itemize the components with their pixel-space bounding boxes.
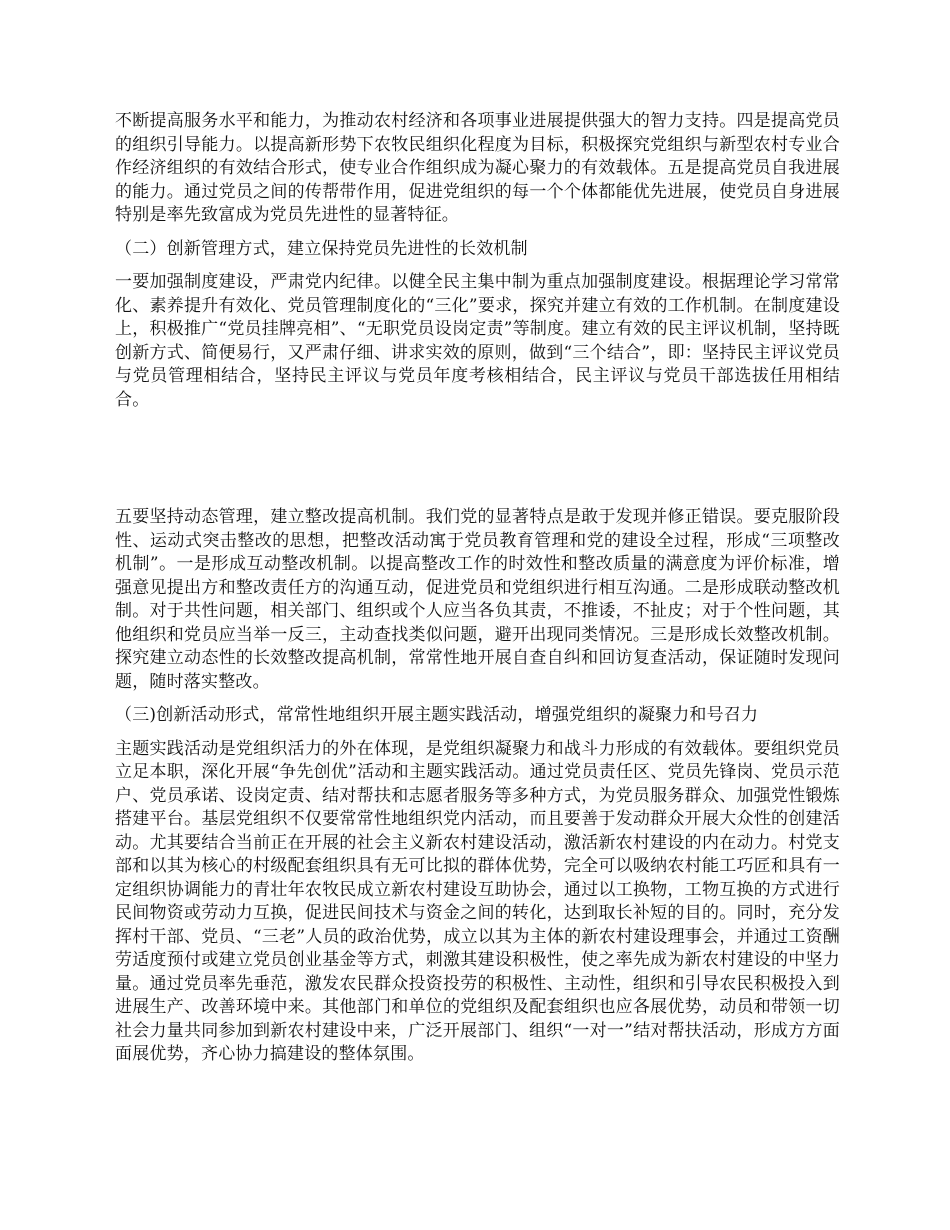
paragraph-dynamic-management: 五要坚持动态管理，建立整改提高机制。我们党的显著特点是敢于发现并修正错误。要克服阶段性、运动式突击整改的思想，把整改活动寓于党员教育管理和党的建设全过程，形成“三项整改机制”。一是形成互动整改机制。以提高整改工作的时效性和整改质量的满意度为评价标准，增强意见提出方和整改责任方的沟通互动，促进党员和党组织进行相互沟通。二是形成联动整改机制。对于共性问题，相关部门、组织或个人应当各负其责，不推诿，不扯皮；对于个性问题，其他组织和党员应当举一反三，主动查找类似问题，避开出现同类情况。三是形成长效整改机制。探究建立动态性的长效整改提高机制，常常性地开展自查自纠和回访复查活动，保证随时发现问题，随时落实整改。 [115, 507, 840, 692]
paragraph-activities: 主题实践活动是党组织活力的外在体现，是党组织凝聚力和战斗力形成的有效载体。要组织党员立足本职，深化开展“争先创优”活动和主题实践活动。通过党员责任区、党员先锋岗、党员示范户、党员承诺、设岗定责、结对帮扶和志愿者服务等多种方式，为党员服务群众、加强党性锻炼搭建平台。基层党组织不仅要常常性地组织党内活动，而且要善于发动群众开展大众性的创建活动。尤其要结合当前正在开展的社会主义新农村建设活动，激活新农村建设的内在动力。村党支部和以其为核心的村级配套组织具有无可比拟的群体优势，完全可以吸纳农村能工巧匠和具有一定组织协调能力的青壮年农牧民成立新农村建设互助协会，通过以工换物，工物互换的方式进行民间物资或劳动力互换，促进民间技术与资金之间的转化，达到取长补短的目的。同时，充分发挥村干部、党员、“三老”人员的政治优势，成立以其为主体的新农村建设理事会，并通过工资酬劳适度预付或建立党员创业基金等方式，刺激其建设积极性，使之率先成为新农村建设的中坚力量。通过党员率先垂范，激发农民群众投资投劳的积极性、主动性，组织和引导农民积极投入到进展生产、改善环境中来。其他部门和单位的党组织及配套组织也应各展优势，动员和带领一切社会力量共同参加到新农村建设中来，广泛开展部门、组织“一对一”结对帮扶活动，形成方方面面展优势，齐心协力搞建设的整体氛围。 [115, 738, 840, 1064]
section-heading-2: （二）创新管理方式，建立保持党员先进性的长效机制 [115, 238, 528, 259]
paragraph-intro: 不断提高服务水平和能力，为推动农村经济和各项事业进展提供强大的智力支持。四是提高党员的组织引导能力。以提高新形势下农牧民组织化程度为目标，积极探究党组织与新型农村专业合作经济组织的有效结合形式，使专业合作组织成为凝心聚力的有效载体。五是提高党员自我进展的能力。通过党员之间的传帮带作用，促进党组织的每一个个体都能优先进展，使党员自身进展特别是率先致富成为党员先进性的显著特征。 [115, 111, 840, 225]
paragraph-management: 一要加强制度建设，严肃党内纪律。以健全民主集中制为重点加强制度建设。根据理论学习常常化、素养提升有效化、党员管理制度化的“三化”要求，探究并建立有效的工作机制。在制度建设上，积极推广“党员挂牌亮相”、“无职党员设岗定责”等制度。建立有效的民主评议机制，坚持既创新方式、简便易行，又严肃仔细、讲求实效的原则，做到“三个结合”，即：坚持民主评议党员与党员管理相结合，坚持民主评议与党员年度考核相结合，民主评议与党员干部选拔任用相结合。 [115, 272, 840, 410]
document-page [115, 110, 840, 1067]
section-heading-3: （三)创新活动形式，常常性地组织开展主题实践活动，增强党组织的凝聚力和号召力 [115, 705, 759, 725]
